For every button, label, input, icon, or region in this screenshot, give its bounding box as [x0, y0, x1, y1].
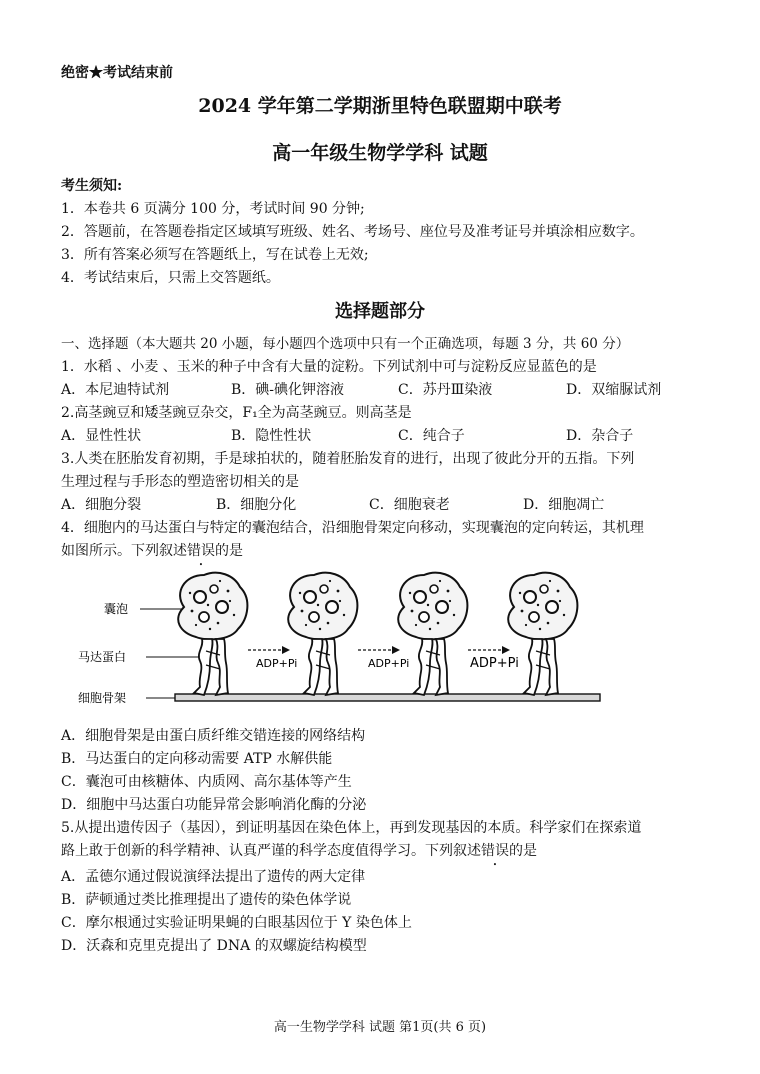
q4-option-a: A．细胞骨架是由蛋白质纤维交错连接的网络结构: [61, 728, 366, 744]
q1-option-b: B．碘-碘化钾溶液: [231, 382, 345, 398]
q5-key-word: 错误: [481, 843, 509, 859]
q2-option-c: C．纯合子: [398, 428, 465, 444]
arrow-2: [358, 646, 409, 670]
q5-option-d: D．沃森和克里克提出了 DNA 的双螺旋结构模型: [61, 938, 367, 954]
vesicle-motor-unit: [508, 573, 577, 695]
q1-stem: 1．水稻 、小麦 、玉米的种子中含有大量的淀粉。下列试剂中可与淀粉反应显蓝色的是: [61, 359, 597, 375]
notice-heading: 考生须知:: [61, 178, 123, 194]
section-intro: 一、选择题（本大题共 20 小题，每小题四个选项中只有一个正确选项，每题 3 分，共 60 分）: [61, 336, 630, 352]
q4-stem-pre: 如图所示。下列叙述: [61, 543, 187, 559]
subject-title: 高一年级生物学学科 试题: [272, 142, 488, 164]
q4-stem-line2: [61, 542, 243, 560]
vesicle-motor-unit: [398, 573, 467, 695]
q2-stem: 2.高茎豌豆和矮茎豌豆杂交，F₁全为高茎豌豆。则高茎是: [61, 405, 412, 421]
q2-option-b: B．隐性性状: [231, 428, 312, 444]
q5-stem-line: 5.从提出遗传因子（基因），到证明基因在染色体上，再到发现基因的本质。科学家们在探索道: [61, 820, 642, 836]
vesicle-motor-unit: [288, 573, 357, 695]
q3-option-d: D．细胞凋亡: [523, 497, 605, 513]
q4-option-b: B．马达蛋白的定向移动需要 ATP 水解供能: [61, 751, 333, 767]
q5-option-b: B．萨顿通过类比推理提出了遗传的染色体学说: [61, 892, 352, 908]
notice-item: 2．答题前，在答题卷指定区域填写班级、姓名、考场号、座位号及准考证号并填涂相应数字。: [61, 224, 644, 240]
vesicle-motor-unit: [178, 573, 247, 695]
q5-stem-line2: [61, 842, 537, 860]
cytoskeleton-bar: [175, 694, 600, 701]
adp-pi-label: ADP+Pi: [470, 656, 519, 671]
q5-stem-pre: 路上敢于创新的科学精神、认真严谨的科学态度值得学习。下列叙述: [61, 843, 481, 859]
notice-item: 1．本卷共 6 页满分 100 分，考试时间 90 分钟;: [61, 201, 365, 217]
notice-item: 3．所有答案必须写在答题纸上，写在试卷上无效;: [61, 247, 369, 263]
secret-mark: 绝密★考试结束前: [61, 65, 173, 81]
q1-option-d: D．双缩脲试剂: [566, 382, 662, 398]
notice-item: 4．考试结束后，只需上交答题纸。: [61, 270, 280, 286]
q3-option-b: B．细胞分化: [216, 497, 297, 513]
q5-option-c: C．摩尔根通过实验证明果蝇的白眼基因位于 Y 染色体上: [61, 915, 412, 931]
q4-option-d: D．细胞中马达蛋白功能异常会影响消化酶的分泌: [61, 797, 367, 813]
q3-stem-line: 3.人类在胚胎发育初期，手是球拍状的，随着胚胎发育的进行，出现了彼此分开的五指。下列: [61, 451, 635, 467]
q2-option-d: D．杂合子: [566, 428, 634, 444]
cytoskeleton-label: 细胞骨架: [78, 691, 127, 705]
arrow-3: [468, 646, 519, 671]
q1-option-c: C．苏丹Ⅲ染液: [398, 382, 493, 398]
q5-option-a: A．孟德尔通过假说演绎法提出了遗传的两大定律: [61, 869, 366, 885]
adp-pi-label: ADP+Pi: [256, 657, 298, 670]
vesicle-label: 囊泡: [104, 602, 129, 616]
q4-stem-line: 4．细胞内的马达蛋白与特定的囊泡结合，沿细胞骨架定向移动，实现囊泡的定向转运，其机理: [61, 520, 644, 536]
q3-option-c: C．细胞衰老: [369, 497, 450, 513]
exam-title: 2024 学年第二学期浙里特色联盟期中联考: [198, 95, 562, 117]
motor-protein-figure: [0, 568, 760, 728]
q4-key-word: 错误: [187, 543, 215, 559]
section-title: 选择题部分: [335, 301, 425, 322]
q1-option-a: A．本尼迪特试剂: [61, 382, 170, 398]
page-footer: 高一生物学学科 试题 第1页(共 6 页): [273, 1020, 487, 1035]
arrow-1: [248, 646, 297, 670]
q3-option-a: A．细胞分裂: [61, 497, 142, 513]
adp-pi-label: ADP+Pi: [368, 657, 410, 670]
q5-stem-post: 的是: [509, 843, 537, 859]
motor-protein-label: 马达蛋白: [78, 650, 127, 664]
q4-option-c: C．囊泡可由核糖体、内质网、高尔基体等产生: [61, 774, 352, 790]
q4-stem-post: 的是: [215, 543, 243, 559]
q3-stem-line: 生理过程与手形态的塑造密切相关的是: [61, 474, 299, 490]
q2-option-a: A．显性性状: [61, 428, 142, 444]
